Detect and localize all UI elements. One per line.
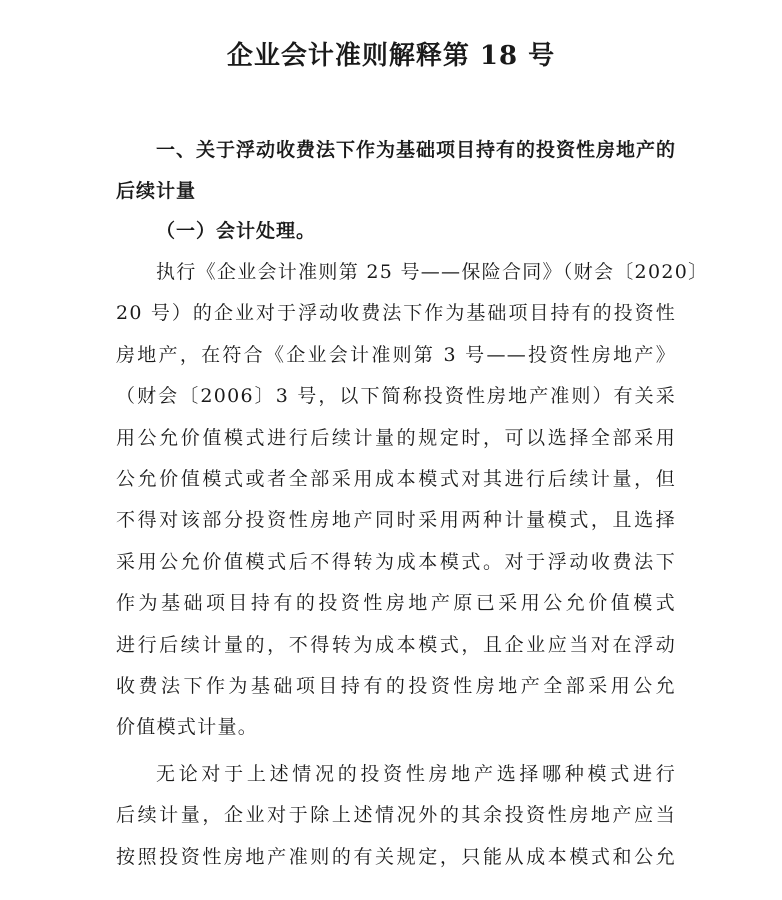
paragraph-line: 按照投资性房地产准则的有关规定，只能从成本模式和公允 <box>116 845 676 868</box>
section-heading: 一、关于浮动收费法下作为基础项目持有的投资性房地产的后续计量 <box>116 139 677 202</box>
paragraph-line: 用公允价值模式进行后续计量的规定时，可以选择全部采用 <box>116 426 676 449</box>
sub-heading: （一）会计处理。 <box>156 220 317 242</box>
paragraph-line: 进行后续计量的，不得转为成本模式，且企业应当对在浮动 <box>116 633 676 656</box>
paragraph-line: （财会〔2006〕3 号，以下简称投资性房地产准则）有关采 <box>116 385 676 408</box>
paragraph-line: 采用公允价值模式后不得转为成本模式。对于浮动收费法下 <box>116 550 676 573</box>
document-title: 企业会计准则解释第 18 号 <box>226 41 556 71</box>
paragraph-line: 公允价值模式或者全部采用成本模式对其进行后续计量，但 <box>116 467 676 490</box>
paragraph-line: 作为基础项目持有的投资性房地产原已采用公允价值模式 <box>116 592 676 615</box>
paragraph <box>116 754 676 878</box>
paragraph-line: 执行《企业会计准则第 25 号——保险合同》（财会〔2020〕 <box>156 261 709 283</box>
paragraph-line: 价值模式计量。 <box>116 716 259 739</box>
paragraph-line: 房地产，在符合《企业会计准则第 3 号——投资性房地产》 <box>116 343 676 366</box>
paragraph-line: 20 号）的企业对于浮动收费法下作为基础项目持有的投资性 <box>116 302 676 325</box>
paragraph <box>116 252 709 749</box>
paragraph-line: 无论对于上述情况的投资性房地产选择哪种模式进行 <box>156 763 676 785</box>
paragraph-line: 不得对该部分投资性房地产同时采用两种计量模式，且选择 <box>116 509 676 532</box>
paragraph-line: 后续计量，企业对于除上述情况外的其余投资性房地产应当 <box>116 804 676 827</box>
paragraph-line: 收费法下作为基础项目持有的投资性房地产全部采用公允 <box>116 674 676 697</box>
